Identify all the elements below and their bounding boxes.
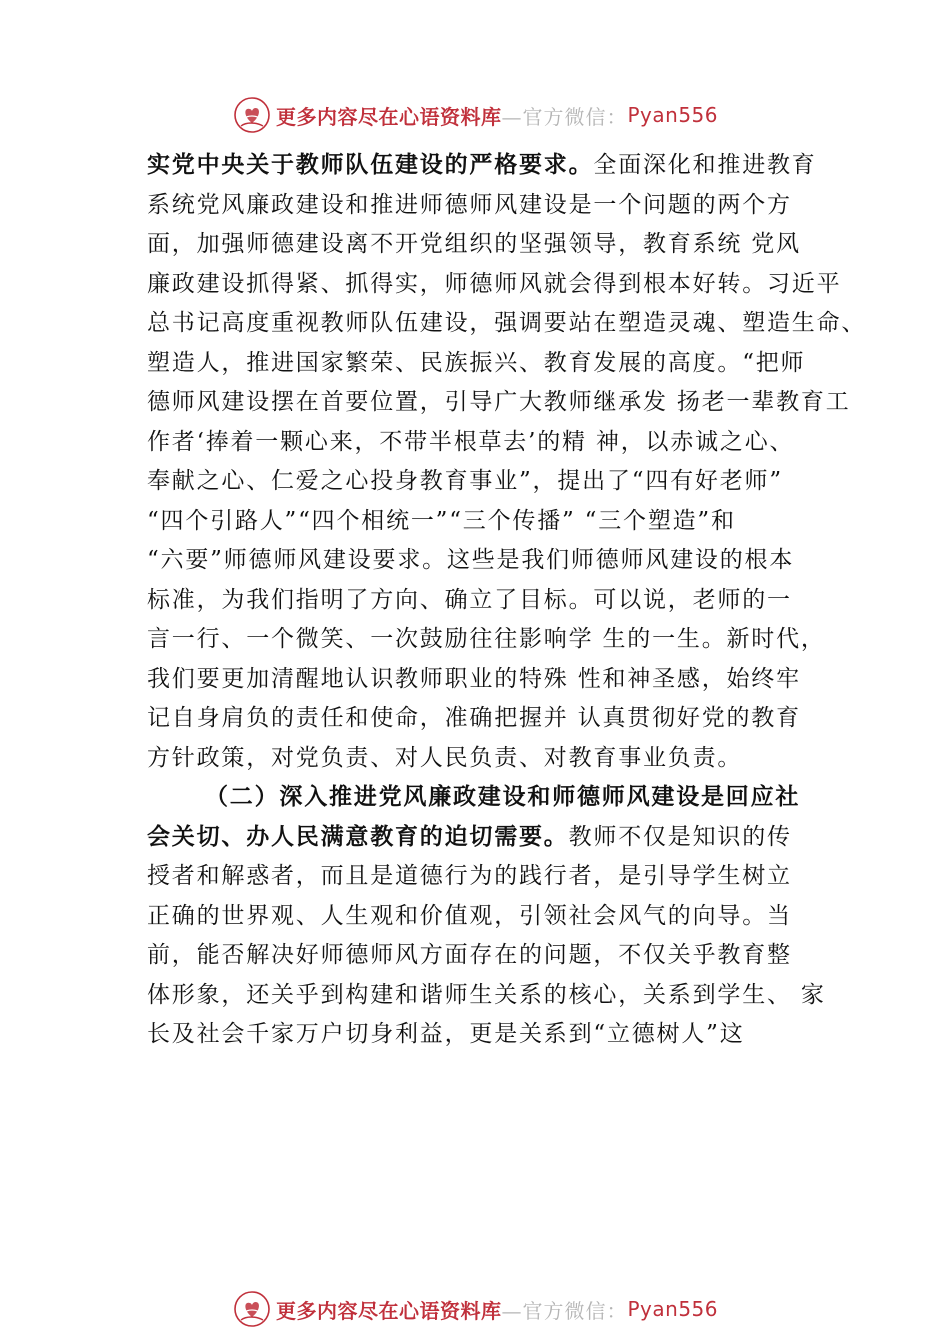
- text-line: 总书记高度重视教师队伍建设，强调要站在塑造灵魂、塑造生命、: [147, 310, 867, 336]
- footer-banner-label: —官方微信：: [501, 1298, 628, 1323]
- text-line: 廉政建设抓得紧、抓得实，师德师风就会得到根本好转。习近平: [147, 270, 842, 297]
- header-banner-wechat-id: Pyan556: [627, 103, 718, 127]
- text-line: 言一行、一个微笑、一次鼓励往往影响学 生的一生。新时代，: [147, 626, 826, 652]
- header-banner-title: 更多内容尽在心语资料库: [275, 104, 502, 129]
- hand-heart-logo-icon: [232, 1289, 272, 1329]
- text-line: 塑造人，推进国家繁荣、民族振兴、教育发展的高度。“把师: [147, 349, 806, 376]
- text-line: 面，加强师德建设离不开党组织的坚强领导，教育系统 党风: [147, 231, 801, 257]
- text-line: 实党中央关于教师队伍建设的严格要求。全面深化和推进教育: [147, 152, 817, 178]
- document-body: [147, 146, 867, 1055]
- text-line: 系统党风廉政建设和推进师德师风建设是一个问题的两个方: [147, 191, 792, 218]
- hand-heart-logo-icon: [232, 95, 272, 135]
- text-line: 标准，为我们指明了方向、确立了目标。可以说，老师的一: [147, 586, 792, 613]
- footer-banner-title: 更多内容尽在心语资料库: [275, 1298, 502, 1323]
- header-banner: [0, 93, 950, 137]
- text-line: 长及社会千家万户切身利益，更是关系到“立德树人”这: [147, 1021, 745, 1047]
- text-line: 记自身肩负的责任和使命，准确把握并 认真贯彻好党的教育: [147, 705, 801, 731]
- text-line: 作者‘捧着一颗心来，不带半根草去’的精 神，以赤诚之心、: [147, 428, 795, 455]
- text-line: 奉献之心、仁爱之心投身教育事业”，提出了“四有好老师”: [147, 468, 783, 494]
- text-line: 德师风建设摆在首要位置，引导广大教师继承发 扬老一辈教育工: [147, 389, 851, 415]
- section-heading-line: （二）深入推进党风廉政建设和师德师风建设是回应社: [205, 784, 801, 810]
- text-line: “六要”师德师风建设要求。这些是我们师德师风建设的根本: [147, 547, 795, 573]
- text-line: 我们要更加清醒地认识教师职业的特殊 性和神圣感，始终牢: [147, 665, 801, 692]
- text-line: 前，能否解决好师德师风方面存在的问题，不仅关乎教育整: [147, 942, 792, 968]
- text-line: 方针政策，对党负责、对人民负责、对教育事业负责。: [147, 744, 743, 771]
- text-line: 正确的世界观、人生观和价值观，引领社会风气的向导。当: [147, 902, 792, 929]
- header-banner-label: —官方微信：: [501, 104, 628, 129]
- text-line: 授者和解惑者，而且是道德行为的践行者，是引导学生树立: [147, 863, 792, 889]
- text-line: 会关切、办人民满意教育的迫切需要。教师不仅是知识的传: [147, 823, 792, 850]
- text-line: 体形象，还关乎到构建和谐师生关系的核心，关系到学生、 家: [147, 981, 826, 1008]
- text-line: “四个引路人”“四个相统一”“三个传播” “三个塑造”和: [147, 507, 736, 534]
- footer-banner: [0, 1287, 950, 1331]
- footer-banner-wechat-id: Pyan556: [627, 1297, 718, 1321]
